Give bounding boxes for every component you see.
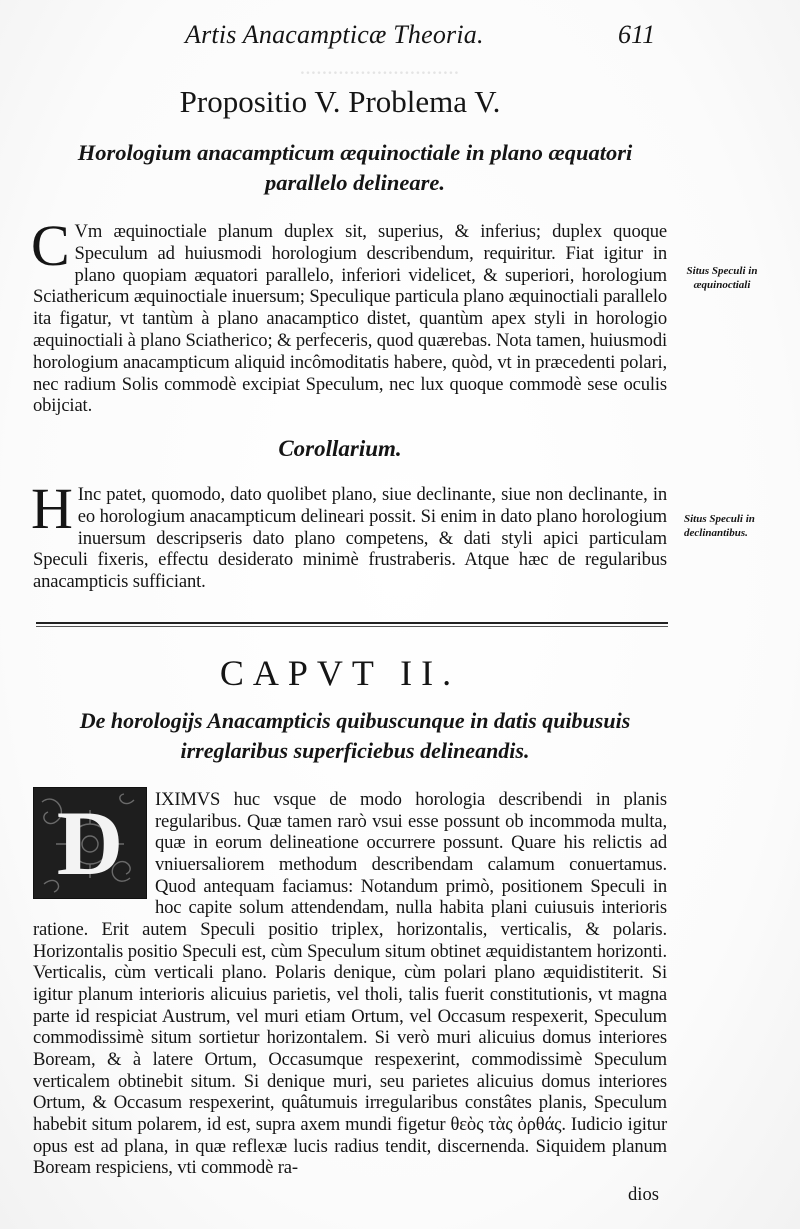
drop-cap-h: H <box>31 476 73 541</box>
chapter-heading: CAPVT II. <box>219 653 461 693</box>
corollary-heading: Corollarium. <box>278 436 402 461</box>
page-number: 611 <box>618 20 656 49</box>
chapter-subtitle: De horologijs Anacampticis quibuscunque in datis quibusuis irreglaribus superficiebus delineandis. <box>79 708 631 763</box>
initial-letter-d: D <box>56 792 124 894</box>
drop-cap-c: C <box>31 213 70 278</box>
catchword: dios <box>628 1184 659 1205</box>
corollary-paragraph <box>31 476 667 593</box>
margin-note-declinantibus: Situs Speculi in declinantibus. <box>684 513 755 539</box>
running-title: Artis Anacampticæ Theoria. <box>185 20 484 49</box>
proposition-paragraph-text: Vm æquinoctiale planum duplex sit, superius, & inferius; duplex quoque Speculum ad huiusmodi horologium describendum, requiritur. Fiat igitur in plano quopiam æquatori parallelo, inferiori videlicet, & superiori, horologium Sciathericum æquinoctiale inuersum; Speculique particula plano æquinoctiali parallelo ita figatur, vt tantùm à plano anacamptico distet, quantùm apex styli in horologio æquinoctiali à plano Sciatherico; & perfeceris, quod quærebas. Nota tamen, huiusmodi horologium anacampticum aliquid incômoditatis habere, quòd, vt in præcedenti polari, nec radium Solis commodè excipiat Speculum, nec lux quoque commodè sese oculis obijciat. <box>33 221 667 417</box>
proposition-subtitle: Horologium anacampticum æquinoctiale in plano æquatori parallelo delineare. <box>77 140 633 195</box>
section-divider <box>36 622 668 627</box>
proposition-title: Propositio V. Problema V. <box>179 84 501 119</box>
proposition-paragraph <box>31 213 667 417</box>
chapter-paragraph-text: IXIMVS huc vsque de modo horologia describendi in planis regularibus. Quæ tamen rarò vsui esse possunt ob incommoda multa, quæ in eorum delineatione occurrere possunt. Quare his relictis ad vniuersaliorem methodum describendam calamum conuertamus. Quod antequam faciamus: Notandum primò, positionem Speculi in hoc capite solum attendendam, nulla habita plani cuiusuis interioris ratione. Erit autem Speculi positio triplex, horizontalis, verticalis, & polaris. Horizontalis positio Speculi est, cùm Speculum situm obtinet æquidistantem horizonti. Verticalis, cùm verticali plano. Polaris denique, cùm polari plano æquidistiterit. Si igitur planum interioris alicuius parietis, vel tholi, talis fuerit constitutionis, vt magna parte id respiciat Austrum, vel muri etiam Ortum, vel Occasum respexerit, Speculum commodissimè situm sortietur horizontalem. Si verò muri alicuius domus interiores Boream, & à latere Ortum, Occasumque respexerint, commodissimè Speculum verticalem obtinebit situm. Si denique muri, seu parietes alicuius domus interiores Ortum, & Occasum respexerint, quâtumuis irregularibus constâtes planis, Speculum habebit situm polarem, id est, supra axem mundi figetur θεὸς τὰς ὀρθάς. Iudicio igitur opus est ad plana, in quæ reflexæ lucis radius tendit, discernenda. Siquidem planum Boream respiciens, vti commodè ra- <box>33 789 667 1179</box>
bleed-through-text: ····························· <box>300 60 460 85</box>
corollary-paragraph-text: Inc patet, quomodo, dato quolibet plano, siue declinante, siue non declinante, in eo horologium anacampticum delineari possit. Si enim in dato plano horologium inuersum descripseris dato plano competens, & dati styli apici particulam Speculi fixeris, effectu desiderato minimè frustraberis. Atque hæc de regularibus anacampticis sufficiant. <box>33 484 667 593</box>
margin-note-aequinoctiali: Situs Speculi in æquinoctiali <box>686 265 758 291</box>
ornamental-initial-d <box>33 787 147 899</box>
